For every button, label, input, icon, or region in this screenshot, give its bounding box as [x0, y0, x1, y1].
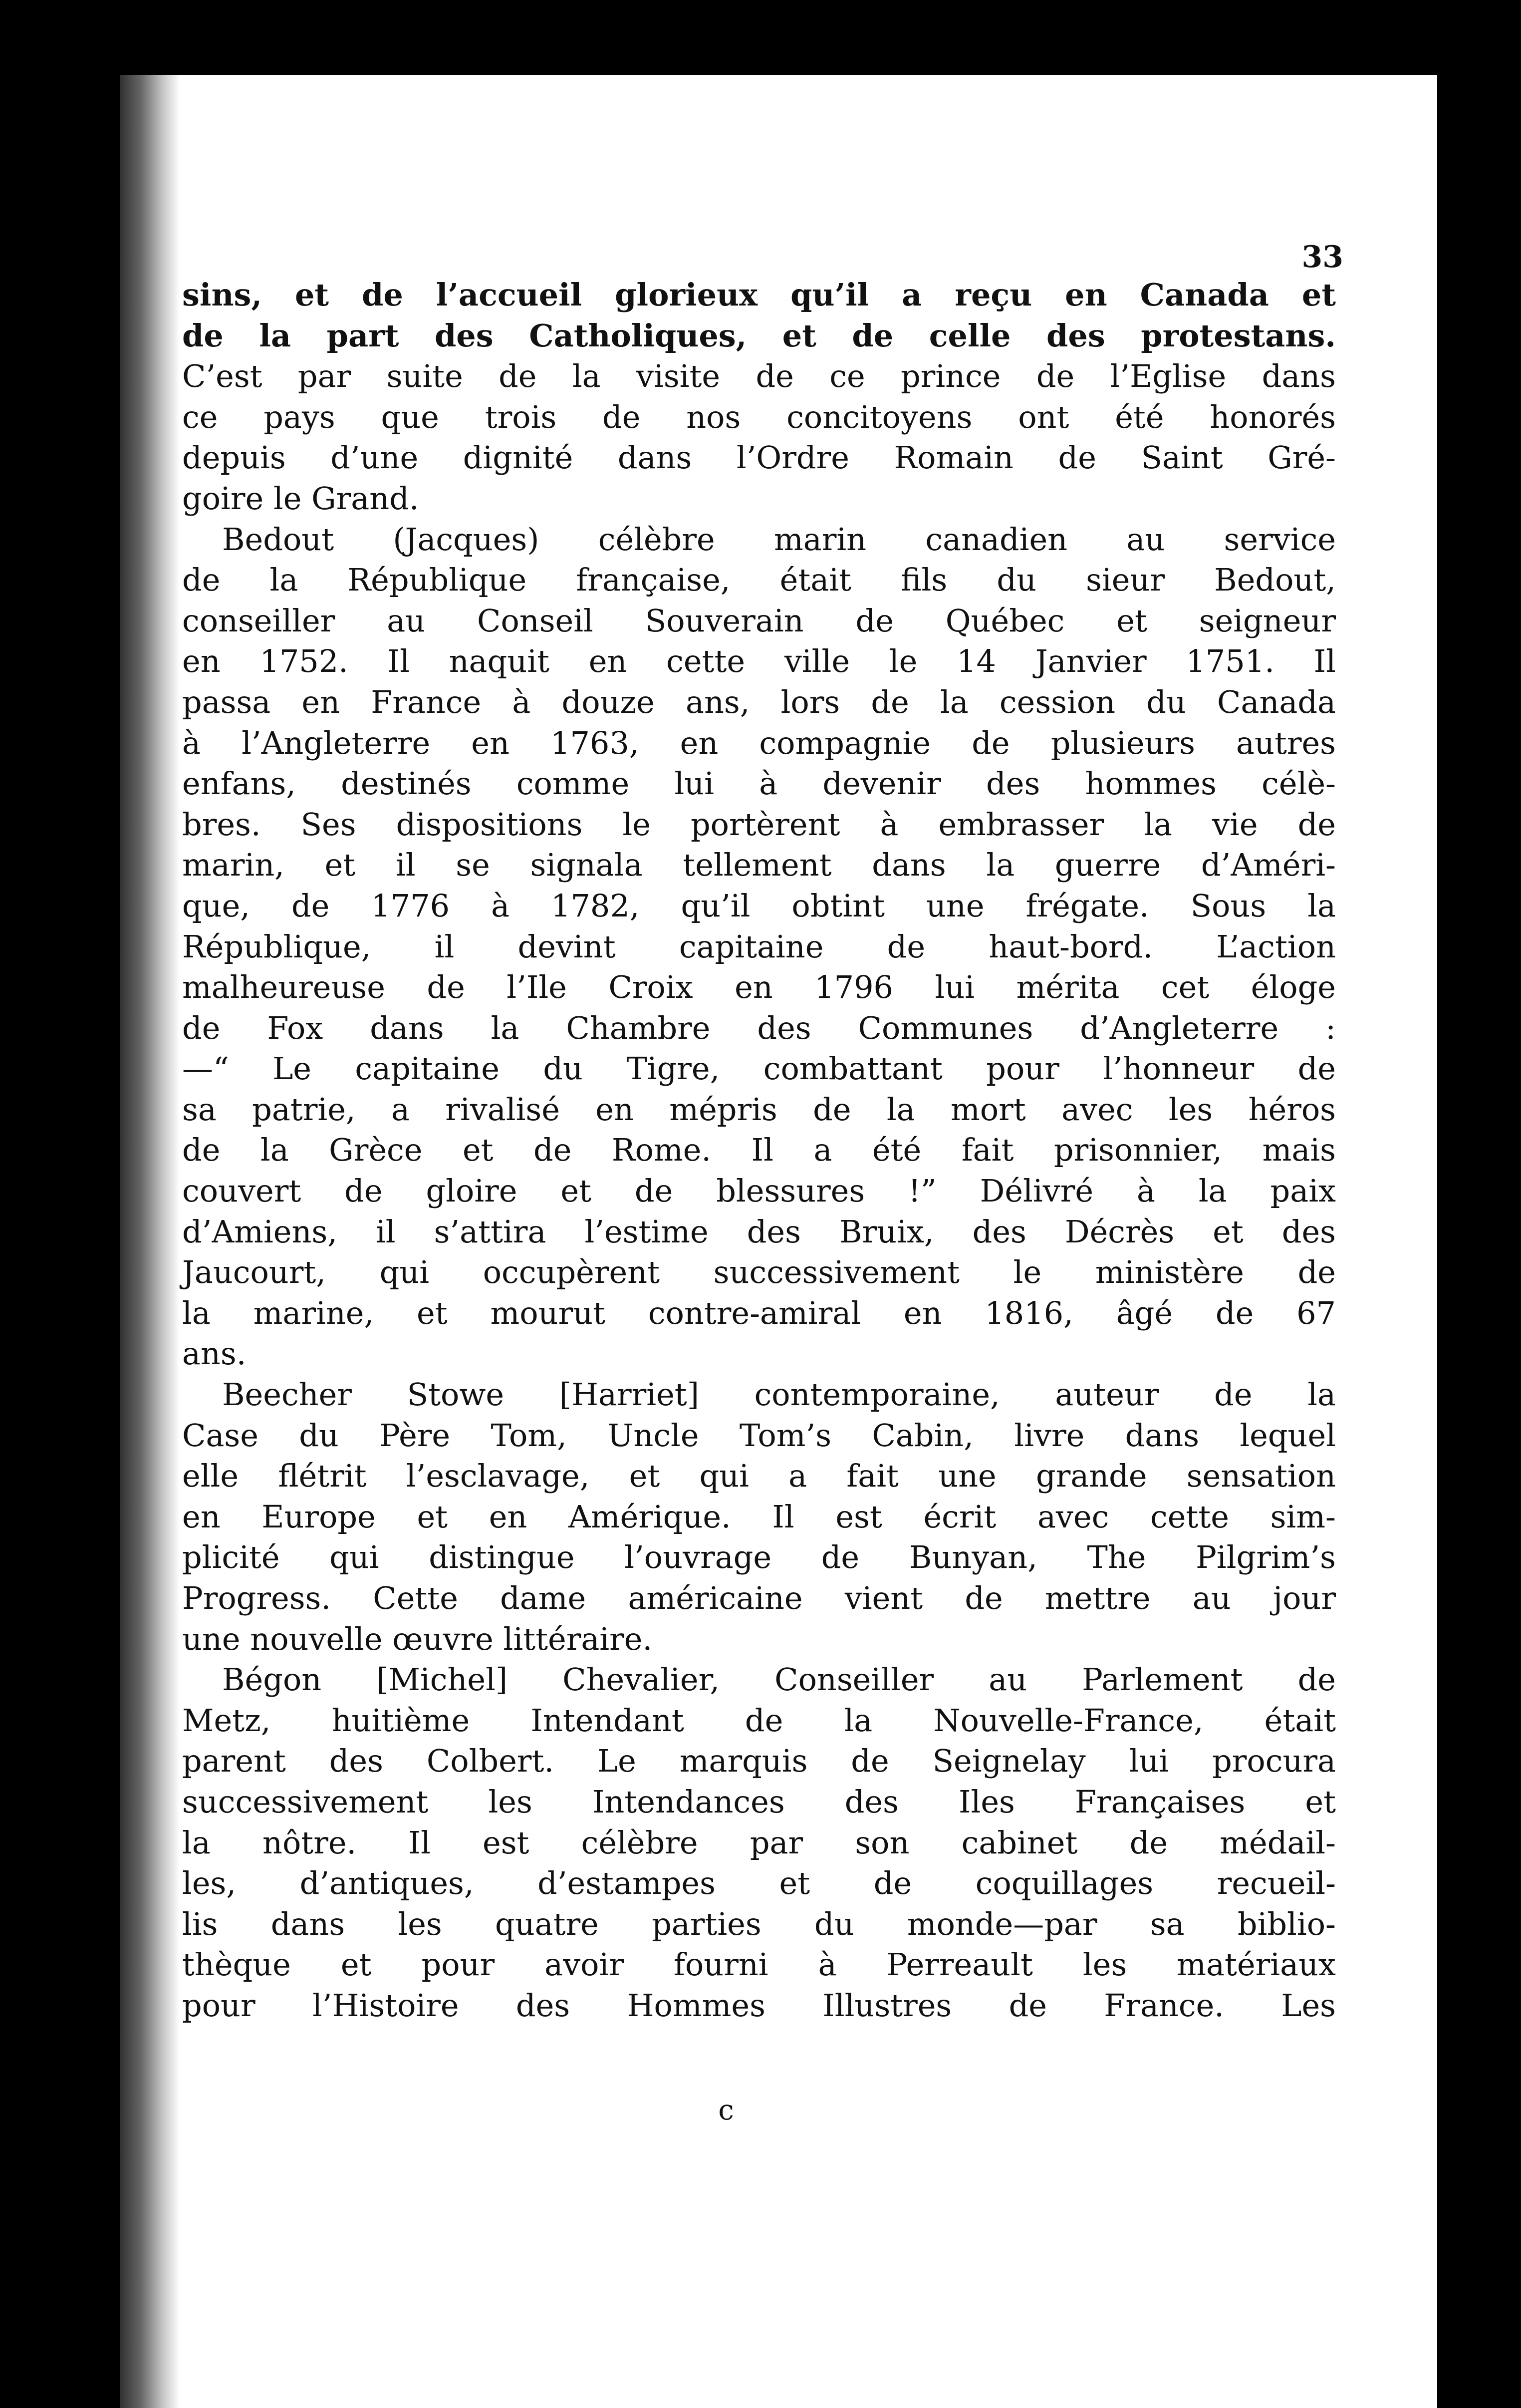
text-line: République, il devint capitaine de haut-bord. L’action [182, 928, 1336, 965]
text-line: ans. [182, 1335, 247, 1372]
scan-shadow-edge [120, 75, 180, 2408]
signature-mark: c [718, 2094, 734, 2126]
text-line: malheureuse de l’Ile Croix en 1796 lui mérita cet éloge [182, 969, 1336, 1006]
text-line: plicité qui distingue l’ouvrage de Bunyan, The Pilgrim’s [182, 1539, 1336, 1576]
text-line: goire le Grand. [182, 480, 419, 517]
text-line: bres. Ses dispositions le portèrent à embrasser la vie de [182, 806, 1336, 843]
text-line: marin, et il se signala tellement dans la guerre d’Améri- [182, 847, 1336, 884]
text-line: de la République française, était fils du sieur Bedout, [182, 562, 1336, 599]
text-line: successivement les Intendances des Iles Françaises et [182, 1783, 1336, 1820]
book-page [120, 75, 1437, 2408]
text-line: Progress. Cette dame américaine vient de mettre au jour [182, 1580, 1336, 1616]
text-line: conseiller au Conseil Souverain de Québec et seigneur [182, 602, 1336, 639]
text-line: elle flétrit l’esclavage, et qui a fait une grande sensation [182, 1458, 1336, 1495]
text-line: ce pays que trois de nos concitoyens ont été honorés [182, 398, 1336, 435]
text-line: passa en France à douze ans, lors de la cession du Canada [182, 683, 1336, 720]
text-line: thèque et pour avoir fourni à Perreault les matériaux [182, 1946, 1336, 1983]
text-line: de la part des Catholiques, et de celle des protestans. [182, 317, 1336, 354]
entry-first-line: Bedout (Jacques) célèbre marin canadien au service [222, 521, 1336, 558]
body-text [182, 275, 1336, 2026]
text-line: en 1752. Il naquit en cette ville le 14 Janvier 1751. Il [182, 643, 1336, 680]
entry-first-line: Beecher Stowe [Harriet] contemporaine, auteur de la [222, 1376, 1336, 1413]
text-line: la marine, et mourut contre-amiral en 1816, âgé de 67 [182, 1294, 1336, 1331]
text-line: à l’Angleterre en 1763, en compagnie de plusieurs autres [182, 724, 1336, 761]
text-line: sa patrie, a rivalisé en mépris de la mort avec les héros [182, 1091, 1336, 1128]
page-number: 33 [1301, 240, 1343, 275]
text-line: de Fox dans la Chambre des Communes d’Angleterre : [182, 1009, 1336, 1046]
text-line: la nôtre. Il est célèbre par son cabinet de médail- [182, 1824, 1336, 1861]
text-line: Jaucourt, qui occupèrent successivement le ministère de [182, 1254, 1336, 1291]
text-line: depuis d’une dignité dans l’Ordre Romain de Saint Gré- [182, 439, 1336, 476]
entry-first-line: Bégon [Michel] Chevalier, Conseiller au Parlement de [222, 1661, 1336, 1698]
text-line: C’est par suite de la visite de ce prince de l’Eglise dans [182, 358, 1336, 395]
text-line: de la Grèce et de Rome. Il a été fait prisonnier, mais [182, 1132, 1336, 1169]
text-line: en Europe et en Amérique. Il est écrit avec cette sim- [182, 1498, 1336, 1535]
text-line: —“ Le capitaine du Tigre, combattant pour l’honneur de [182, 1050, 1336, 1087]
text-line: pour l’Histoire des Hommes Illustres de France. Les [182, 1987, 1336, 2024]
text-line: couvert de gloire et de blessures !” Délivré à la paix [182, 1173, 1336, 1209]
text-line: enfans, destinés comme lui à devenir des hommes célè- [182, 765, 1336, 802]
text-line: Case du Père Tom, Uncle Tom’s Cabin, livre dans lequel [182, 1417, 1336, 1454]
text-line: les, d’antiques, d’estampes et de coquillages recueil- [182, 1865, 1336, 1902]
text-line: lis dans les quatre parties du monde—par sa biblio- [182, 1905, 1336, 1942]
text-line: sins, et de l’accueil glorieux qu’il a reçu en Canada et [182, 277, 1336, 313]
text-line: Metz, huitième Intendant de la Nouvelle-France, était [182, 1702, 1336, 1739]
text-line: d’Amiens, il s’attira l’estime des Bruix, des Décrès et des [182, 1213, 1336, 1250]
text-line: une nouvelle œuvre littéraire. [182, 1620, 653, 1657]
text-line: parent des Colbert. Le marquis de Seignelay lui procura [182, 1743, 1336, 1780]
text-line: que, de 1776 à 1782, qu’il obtint une frégate. Sous la [182, 887, 1336, 924]
